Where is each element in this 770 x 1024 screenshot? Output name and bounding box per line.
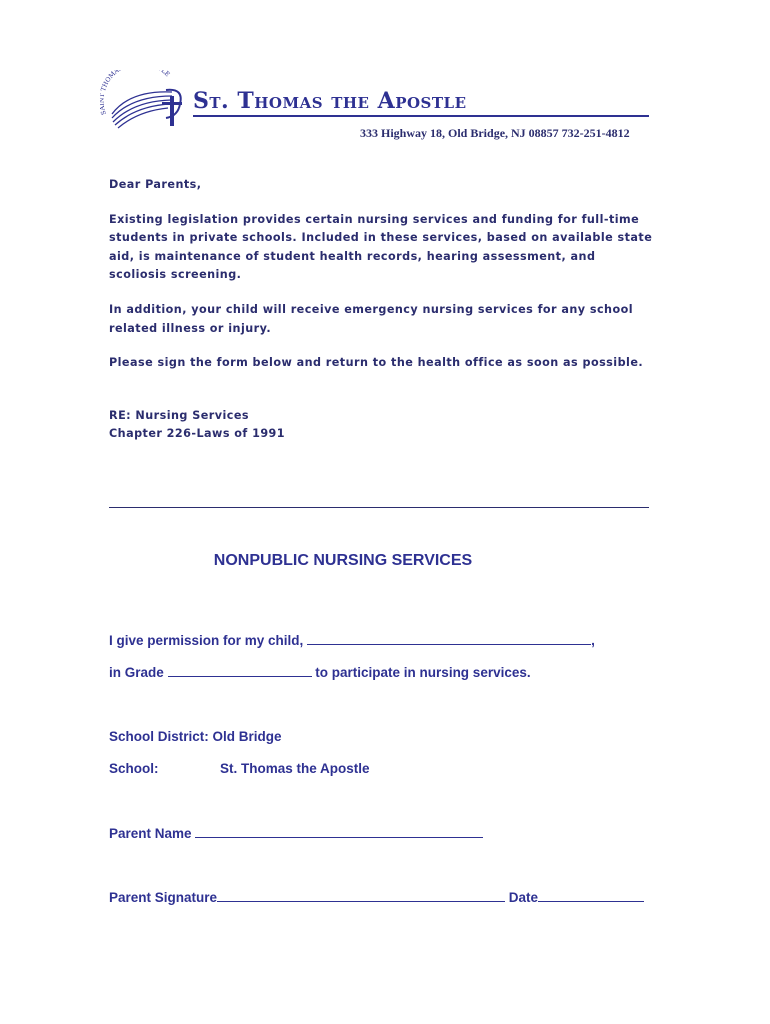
district-value: Old Bridge xyxy=(212,729,282,744)
paragraph-instructions: Please sign the form below and return to the health office as soon as possible. xyxy=(109,356,644,370)
grade-label: in Grade xyxy=(109,665,164,680)
school-line xyxy=(109,761,509,776)
child-name-field[interactable] xyxy=(307,632,591,645)
parent-name-field[interactable] xyxy=(195,825,483,838)
school-value: St. Thomas the Apostle xyxy=(220,761,370,776)
parent-signature-label: Parent Signature xyxy=(109,890,218,905)
signature-line xyxy=(109,889,644,905)
district-line xyxy=(109,729,282,744)
header-rule xyxy=(193,115,649,117)
permission-label: I give permission for my child, xyxy=(109,633,304,648)
parent-name-line xyxy=(109,825,483,841)
school-address: 333 Highway 18, Old Bridge, NJ 08857 732-251-4812 xyxy=(360,126,630,140)
school-seal-logo xyxy=(100,70,192,132)
district-label: School District: xyxy=(109,729,209,744)
form-title: NONPUBLIC NURSING SERVICES xyxy=(213,552,473,569)
seal-text: S THOMA LE xyxy=(100,70,171,116)
parent-signature-field[interactable] xyxy=(217,889,505,902)
grade-field[interactable] xyxy=(168,664,312,677)
grade-suffix: to participate in nursing services. xyxy=(315,665,531,680)
permission-line xyxy=(109,632,595,648)
date-field[interactable] xyxy=(538,889,644,902)
section-separator xyxy=(109,507,649,508)
paragraph-legislation: Existing legislation provides certain nursing services and funding for full-time students in private schools. Included in these services, based on available state aid, is maintenance of student health records, hearing assessment, and scoliosis screening. xyxy=(109,212,653,282)
parent-name-label: Parent Name xyxy=(109,826,192,841)
permission-comma: , xyxy=(591,633,595,648)
letter-body xyxy=(109,176,657,444)
paragraph-emergency: In addition, your child will receive emergency nursing services for any school related illness or injury. xyxy=(109,302,634,335)
grade-line xyxy=(109,664,531,680)
greeting: Dear Parents, xyxy=(109,178,202,191)
school-label: School: xyxy=(109,761,159,776)
date-label: Date xyxy=(508,890,539,905)
re-line: RE: Nursing Services xyxy=(109,408,249,422)
school-name: St. Thomas the Apostle xyxy=(193,88,467,114)
chapter-line: Chapter 226-Laws of 1991 xyxy=(109,427,286,441)
